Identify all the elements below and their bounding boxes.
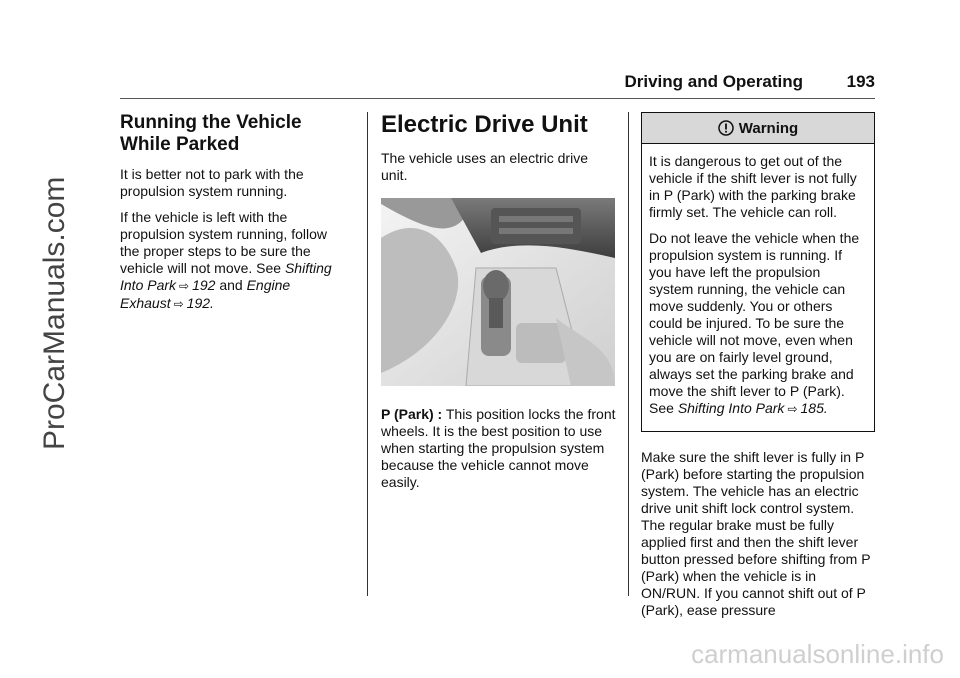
page-ref-arrow-icon: ⇨ bbox=[179, 279, 190, 293]
page-ref-number: 192. bbox=[186, 295, 214, 311]
column-divider bbox=[367, 112, 368, 596]
warning-body bbox=[642, 144, 874, 431]
climate-panel-row bbox=[499, 228, 573, 234]
warning-box bbox=[641, 112, 875, 432]
paragraph: It is better not to park with the propulsion system running. bbox=[120, 166, 304, 199]
paragraph: The vehicle uses an electric drive unit. bbox=[381, 150, 588, 183]
header-divider bbox=[120, 98, 875, 99]
paragraph: Do not leave the vehicle when the propulsion system is running. If you have left the propulsion system running, the vehicle can move suddenly. You or others could be injured. To be sure the vehicle will not move, even when you are on fairly level ground, always set the parking brake and move the shift lever to P (Park). See Shifting Into Park ⇨ 185. bbox=[649, 230, 860, 416]
section-heading: Running the Vehicle While Parked bbox=[120, 112, 302, 155]
side-watermark: ProCarManuals.com bbox=[38, 176, 71, 450]
column-1 bbox=[120, 112, 348, 322]
warning-icon bbox=[718, 120, 734, 136]
page-header bbox=[120, 72, 875, 94]
column-3 bbox=[641, 112, 875, 628]
shift-lever-photo bbox=[381, 198, 615, 386]
paragraph: Make sure the shift lever is fully in P (Park) before starting the propulsion system. The vehicle has an electric drive unit shift lock control system. The regular brake must be fully applied first and then the shift lever button pressed before shifting from P (Park) when the vehicle is in ON/RUN. If you cannot shift out of P (Park), ease pressure bbox=[641, 449, 871, 618]
cross-reference-link[interactable]: Engine Exhaust bbox=[120, 277, 291, 311]
climate-panel-row bbox=[499, 216, 573, 222]
shift-knob bbox=[483, 270, 509, 302]
section-title: Driving and Operating bbox=[624, 72, 803, 91]
bottom-watermark: carmanualsonline.info bbox=[691, 639, 944, 669]
page-ref-arrow-icon: ⇨ bbox=[173, 297, 184, 311]
warning-title: Warning bbox=[738, 119, 799, 137]
paragraph: If the vehicle is left with the propulsion system running, follow the proper steps to be sure the vehicle will not move. See Shifting Into Park ⇨ 192 and Engine Exhaust ⇨ 192. bbox=[120, 209, 332, 311]
column-2 bbox=[381, 112, 617, 500]
page-ref-number: 185. bbox=[800, 400, 828, 416]
page-ref-number: 192 bbox=[192, 277, 216, 293]
cross-reference-link[interactable]: Shifting Into Park bbox=[677, 400, 785, 416]
column-divider bbox=[628, 112, 629, 596]
section-heading: Electric Drive Unit bbox=[381, 111, 588, 138]
warning-header bbox=[642, 113, 874, 144]
page-number: 193 bbox=[846, 72, 875, 91]
paragraph: P (Park) : This position locks the front wheels. It is the best position to use when starting the propulsion system because the vehicle cannot move easily. bbox=[381, 406, 616, 490]
climate-panel bbox=[491, 208, 581, 244]
paragraph: It is dangerous to get out of the vehicle if the shift lever is not fully in P (Park) with the parking brake firmly set. The vehicle can roll. bbox=[649, 153, 857, 220]
page-ref-arrow-icon: ⇨ bbox=[787, 402, 798, 416]
cross-reference-link[interactable]: Shifting Into Park bbox=[120, 260, 332, 293]
park-label: P (Park) : bbox=[381, 406, 443, 422]
shift-lever-stem bbox=[489, 298, 503, 328]
